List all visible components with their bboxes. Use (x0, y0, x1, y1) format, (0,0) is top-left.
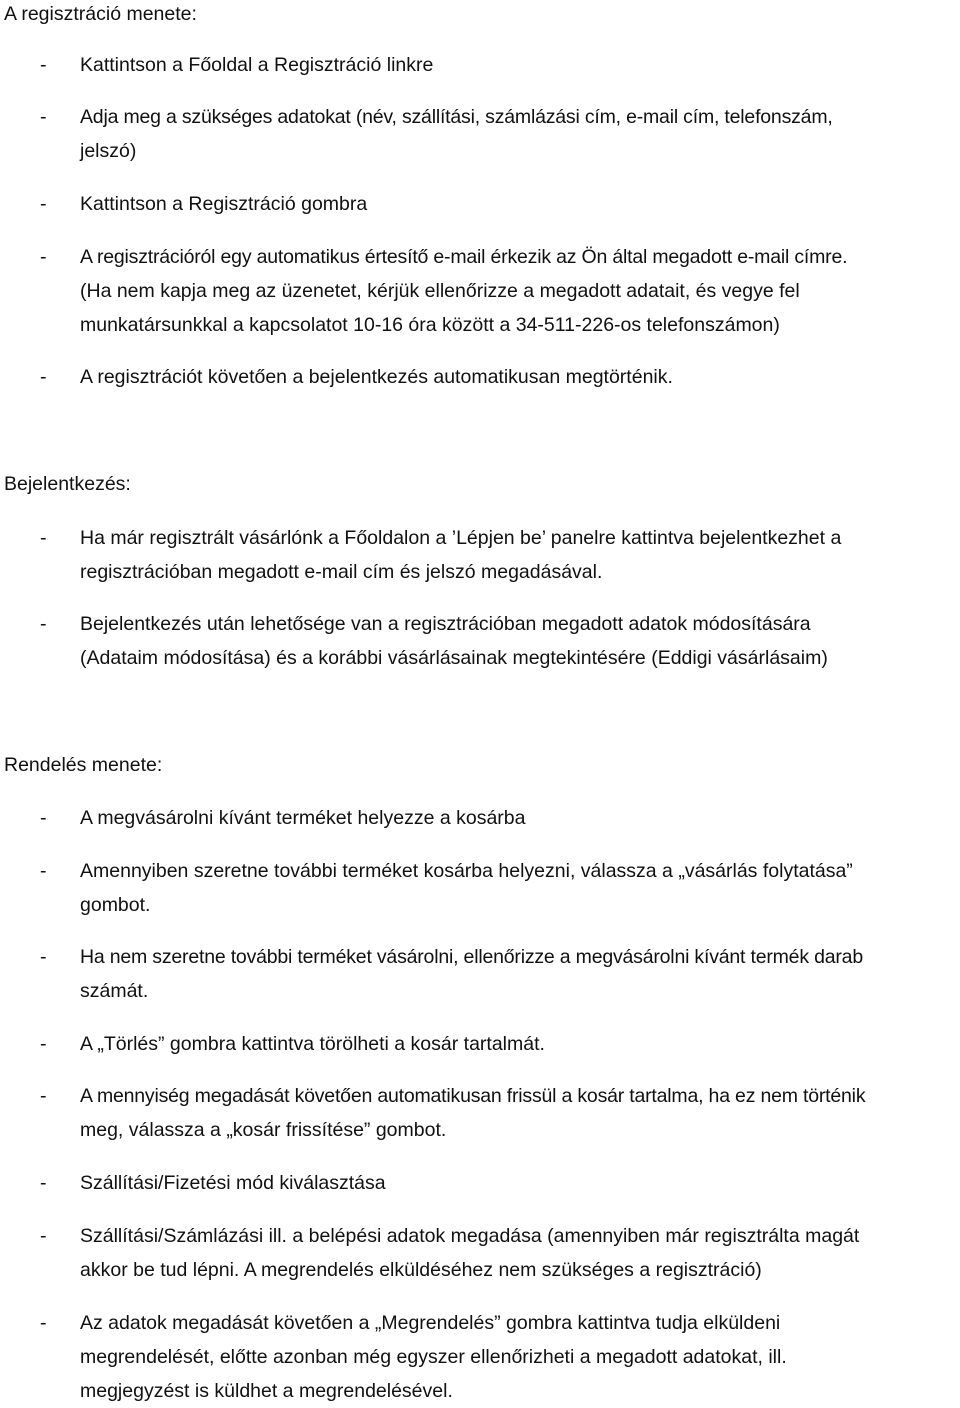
list-item-text: jelszó) (80, 140, 137, 162)
list-item-text: gombot. (80, 894, 151, 916)
list-item-text: Kattintson a Főoldal a Regisztráció linkre (80, 54, 434, 76)
list-item-text: Bejelentkezés után lehetősége van a regisztrációban megadott adatok módosítására (80, 613, 811, 635)
list-item-text: Amennyiben szeretne további terméket kosárba helyezni, válassza a „vásárlás folytatása” (80, 860, 853, 882)
list-item-text: számát. (80, 980, 149, 1002)
list-item-text: A „Törlés” gombra kattintva törölheti a kosár tartalmát. (80, 1033, 545, 1055)
bullet-dash: - (40, 246, 47, 268)
bullet-dash: - (40, 1085, 47, 1107)
bullet-dash: - (40, 1225, 47, 1247)
list-item-text: (Adataim módosítása) és a korábbi vásárlásainak megtekintésére (Eddigi vásárlásaim) (80, 647, 828, 669)
list-item-text: meg, válassza a „kosár frissítése” gombot. (80, 1119, 447, 1141)
bullet-dash: - (40, 527, 47, 549)
bullet-dash: - (40, 860, 47, 882)
bullet-dash: - (40, 366, 47, 388)
list-item-text: Ha nem szeretne további terméket vásárolni, ellenőrizze a megvásárolni kívánt termék darab (80, 946, 863, 968)
list-item-text: munkatársunkkal a kapcsolatot 10-16 óra között a 34-511-226-os telefonszámon) (80, 314, 780, 336)
bullet-dash: - (40, 946, 47, 968)
bullet-dash: - (40, 1033, 47, 1055)
list-item-text: megrendelését, előtte azonban még egyszer ellenőrizheti a megadott adatokat, ill. (80, 1346, 787, 1368)
list-item-text: Kattintson a Regisztráció gombra (80, 193, 368, 215)
list-item-text: Szállítási/Fizetési mód kiválasztása (80, 1172, 386, 1194)
list-item-text: megjegyzést is küldhet a megrendelésével. (80, 1380, 453, 1402)
list-item-text: Szállítási/Számlázási ill. a belépési adatok megadása (amennyiben már regisztrálta magát (80, 1225, 860, 1247)
bullet-dash: - (40, 106, 47, 128)
bullet-dash: - (40, 54, 47, 76)
list-item-text: Ha már regisztrált vásárlónk a Főoldalon a ’Lépjen be’ panelre kattintva bejelentkezhet a (80, 527, 842, 549)
bullet-dash: - (40, 193, 47, 215)
list-item-text: Az adatok megadását követően a „Megrendelés” gombra kattintva tudja elküldeni (80, 1312, 781, 1334)
list-item-text: A regisztrációról egy automatikus értesítő e-mail érkezik az Ön által megadott e-mail címre. (80, 246, 848, 268)
bullet-dash: - (40, 1312, 47, 1334)
list-item-text: akkor be tud lépni. A megrendelés elküldéséhez nem szükséges a regisztráció) (80, 1259, 762, 1281)
bullet-dash: - (40, 807, 47, 829)
list-item-text: Adja meg a szükséges adatokat (név, szállítási, számlázási cím, e-mail cím, telefonszám, (80, 106, 833, 128)
section-heading-login: Bejelentkezés: (4, 473, 131, 495)
list-item-text: A megvásárolni kívánt terméket helyezze a kosárba (80, 807, 526, 829)
list-item-text: regisztrációban megadott e-mail cím és jelszó megadásával. (80, 561, 603, 583)
section-heading-registration: A regisztráció menete: (4, 3, 197, 25)
list-item-text: A mennyiség megadását követően automatikusan frissül a kosár tartalma, ha ez nem történik (80, 1085, 866, 1107)
section-heading-ordering: Rendelés menete: (4, 754, 163, 776)
bullet-dash: - (40, 1172, 47, 1194)
bullet-dash: - (40, 613, 47, 635)
list-item-text: (Ha nem kapja meg az üzenetet, kérjük ellenőrizze a megadott adatait, és vegye fel (80, 280, 800, 302)
list-item-text: A regisztrációt követően a bejelentkezés automatikusan megtörténik. (80, 366, 673, 388)
